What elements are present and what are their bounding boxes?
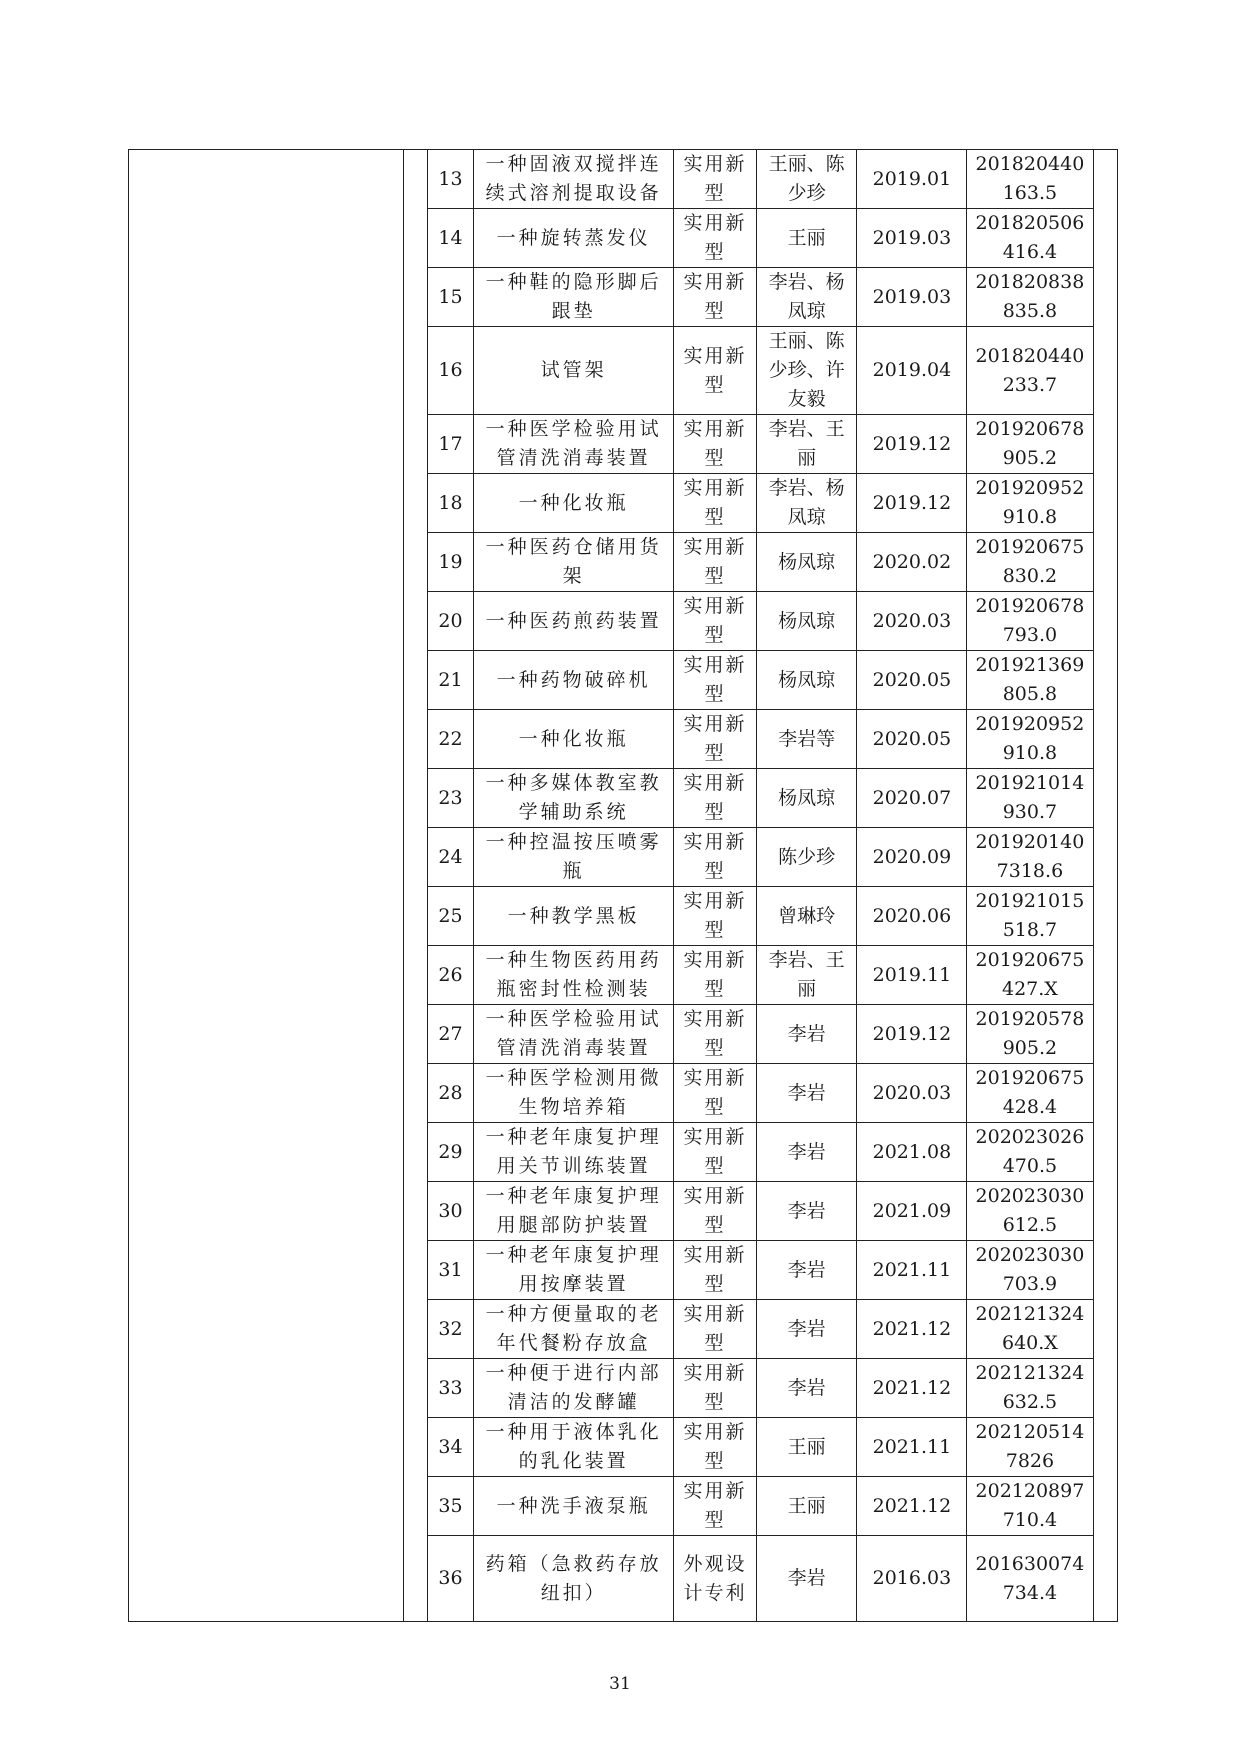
patent-table bbox=[128, 149, 1118, 1622]
serial-number-cell: 17 bbox=[428, 415, 474, 474]
grant-date-cell: 2019.03 bbox=[857, 268, 967, 327]
patent-number-cell: 201920675428.4 bbox=[967, 1064, 1093, 1123]
serial-number-cell: 26 bbox=[428, 946, 474, 1005]
patent-number-cell: 202023030612.5 bbox=[967, 1182, 1093, 1241]
patent-number-cell: 202121324632.5 bbox=[967, 1359, 1093, 1418]
patent-type-cell: 实用新型 bbox=[674, 1005, 756, 1064]
serial-number-cell: 35 bbox=[428, 1477, 474, 1536]
serial-number-cell: 31 bbox=[428, 1241, 474, 1300]
serial-number-cell: 25 bbox=[428, 887, 474, 946]
page-number: 31 bbox=[609, 1674, 631, 1694]
patent-name-cell: 一种教学黑板 bbox=[473, 887, 673, 946]
patent-type-cell: 实用新型 bbox=[674, 533, 756, 592]
serial-number-cell: 23 bbox=[428, 769, 474, 828]
grant-date-cell: 2019.12 bbox=[857, 1005, 967, 1064]
patent-number-cell: 201921015518.7 bbox=[967, 887, 1093, 946]
patent-type-cell: 实用新型 bbox=[674, 651, 756, 710]
patent-number-cell: 201820440233.7 bbox=[967, 327, 1093, 415]
patent-name-cell: 一种洗手液泵瓶 bbox=[473, 1477, 673, 1536]
serial-number-cell: 34 bbox=[428, 1418, 474, 1477]
patent-number-cell: 201920678905.2 bbox=[967, 415, 1093, 474]
patent-name-cell: 一种化妆瓶 bbox=[473, 710, 673, 769]
serial-number-cell: 13 bbox=[428, 150, 474, 209]
grant-date-cell: 2019.01 bbox=[857, 150, 967, 209]
patent-name-cell: 一种鞋的隐形脚后跟垫 bbox=[473, 268, 673, 327]
patent-name-cell: 一种控温按压喷雾瓶 bbox=[473, 828, 673, 887]
grant-date-cell: 2020.09 bbox=[857, 828, 967, 887]
patent-type-cell: 实用新型 bbox=[674, 1241, 756, 1300]
inventors-cell: 王丽 bbox=[756, 1418, 857, 1477]
patent-type-cell: 外观设计专利 bbox=[674, 1536, 756, 1622]
patent-number-cell: 2021205147826 bbox=[967, 1418, 1093, 1477]
patent-name-cell: 一种医药煎药装置 bbox=[473, 592, 673, 651]
grant-date-cell: 2020.06 bbox=[857, 887, 967, 946]
patent-number-cell: 202023026470.5 bbox=[967, 1123, 1093, 1182]
grant-date-cell: 2021.12 bbox=[857, 1477, 967, 1536]
merged-gap-cell bbox=[403, 150, 427, 1622]
patent-name-cell: 药箱（急救药存放纽扣） bbox=[473, 1536, 673, 1622]
patent-type-cell: 实用新型 bbox=[674, 1182, 756, 1241]
patent-type-cell: 实用新型 bbox=[674, 1300, 756, 1359]
patent-type-cell: 实用新型 bbox=[674, 828, 756, 887]
grant-date-cell: 2019.11 bbox=[857, 946, 967, 1005]
patent-number-cell: 201921369805.8 bbox=[967, 651, 1093, 710]
serial-number-cell: 30 bbox=[428, 1182, 474, 1241]
patent-number-cell: 201920678793.0 bbox=[967, 592, 1093, 651]
patent-number-cell: 201920578905.2 bbox=[967, 1005, 1093, 1064]
inventors-cell: 李岩、王丽 bbox=[756, 946, 857, 1005]
patent-name-cell: 一种方便量取的老年代餐粉存放盒 bbox=[473, 1300, 673, 1359]
inventors-cell: 李岩、杨凤琼 bbox=[756, 268, 857, 327]
inventors-cell: 王丽、陈少珍、许友毅 bbox=[756, 327, 857, 415]
grant-date-cell: 2021.09 bbox=[857, 1182, 967, 1241]
grant-date-cell: 2019.04 bbox=[857, 327, 967, 415]
patent-type-cell: 实用新型 bbox=[674, 1418, 756, 1477]
serial-number-cell: 24 bbox=[428, 828, 474, 887]
grant-date-cell: 2020.05 bbox=[857, 710, 967, 769]
inventors-cell: 李岩 bbox=[756, 1241, 857, 1300]
patent-type-cell: 实用新型 bbox=[674, 1123, 756, 1182]
inventors-cell: 王丽 bbox=[756, 209, 857, 268]
merged-right-cell bbox=[1093, 150, 1118, 1622]
inventors-cell: 王丽、陈少珍 bbox=[756, 150, 857, 209]
patent-type-cell: 实用新型 bbox=[674, 710, 756, 769]
patent-number-cell: 202120897710.4 bbox=[967, 1477, 1093, 1536]
patent-name-cell: 一种生物医药用药瓶密封性检测装 bbox=[473, 946, 673, 1005]
patent-type-cell: 实用新型 bbox=[674, 887, 756, 946]
inventors-cell: 杨凤琼 bbox=[756, 769, 857, 828]
inventors-cell: 杨凤琼 bbox=[756, 651, 857, 710]
patent-name-cell: 一种老年康复护理用关节训练装置 bbox=[473, 1123, 673, 1182]
patent-name-cell: 一种医学检测用微生物培养箱 bbox=[473, 1064, 673, 1123]
patent-type-cell: 实用新型 bbox=[674, 474, 756, 533]
table-row bbox=[129, 150, 1118, 209]
patent-number-cell: 201820838835.8 bbox=[967, 268, 1093, 327]
grant-date-cell: 2021.11 bbox=[857, 1241, 967, 1300]
serial-number-cell: 19 bbox=[428, 533, 474, 592]
grant-date-cell: 2016.03 bbox=[857, 1536, 967, 1622]
serial-number-cell: 14 bbox=[428, 209, 474, 268]
grant-date-cell: 2019.12 bbox=[857, 415, 967, 474]
patent-type-cell: 实用新型 bbox=[674, 946, 756, 1005]
grant-date-cell: 2019.12 bbox=[857, 474, 967, 533]
grant-date-cell: 2021.08 bbox=[857, 1123, 967, 1182]
patent-type-cell: 实用新型 bbox=[674, 268, 756, 327]
patent-name-cell: 一种老年康复护理用按摩装置 bbox=[473, 1241, 673, 1300]
serial-number-cell: 27 bbox=[428, 1005, 474, 1064]
patent-type-cell: 实用新型 bbox=[674, 209, 756, 268]
merged-category-cell bbox=[129, 150, 404, 1622]
patent-type-cell: 实用新型 bbox=[674, 327, 756, 415]
inventors-cell: 李岩等 bbox=[756, 710, 857, 769]
patent-name-cell: 一种化妆瓶 bbox=[473, 474, 673, 533]
serial-number-cell: 20 bbox=[428, 592, 474, 651]
serial-number-cell: 16 bbox=[428, 327, 474, 415]
grant-date-cell: 2021.12 bbox=[857, 1359, 967, 1418]
patent-number-cell: 201920952910.8 bbox=[967, 474, 1093, 533]
inventors-cell: 李岩、杨凤琼 bbox=[756, 474, 857, 533]
patent-number-cell: 202023030703.9 bbox=[967, 1241, 1093, 1300]
patent-number-cell: 201920952910.8 bbox=[967, 710, 1093, 769]
patent-name-cell: 一种固液双搅拌连续式溶剂提取设备 bbox=[473, 150, 673, 209]
patent-type-cell: 实用新型 bbox=[674, 415, 756, 474]
serial-number-cell: 22 bbox=[428, 710, 474, 769]
grant-date-cell: 2020.05 bbox=[857, 651, 967, 710]
patent-number-cell: 201820506416.4 bbox=[967, 209, 1093, 268]
inventors-cell: 王丽 bbox=[756, 1477, 857, 1536]
patent-name-cell: 试管架 bbox=[473, 327, 673, 415]
patent-table-body bbox=[129, 150, 1118, 1622]
patent-number-cell: 201820440163.5 bbox=[967, 150, 1093, 209]
patent-type-cell: 实用新型 bbox=[674, 150, 756, 209]
patent-number-cell: 202121324640.X bbox=[967, 1300, 1093, 1359]
inventors-cell: 李岩 bbox=[756, 1005, 857, 1064]
grant-date-cell: 2021.12 bbox=[857, 1300, 967, 1359]
patent-name-cell: 一种医学检验用试管清洗消毒装置 bbox=[473, 1005, 673, 1064]
grant-date-cell: 2020.03 bbox=[857, 1064, 967, 1123]
patent-number-cell: 201920675427.X bbox=[967, 946, 1093, 1005]
patent-number-cell: 201630074734.4 bbox=[967, 1536, 1093, 1622]
inventors-cell: 李岩 bbox=[756, 1300, 857, 1359]
grant-date-cell: 2020.03 bbox=[857, 592, 967, 651]
grant-date-cell: 2019.03 bbox=[857, 209, 967, 268]
patent-name-cell: 一种便于进行内部清洁的发酵罐 bbox=[473, 1359, 673, 1418]
inventors-cell: 李岩 bbox=[756, 1123, 857, 1182]
serial-number-cell: 29 bbox=[428, 1123, 474, 1182]
serial-number-cell: 18 bbox=[428, 474, 474, 533]
patent-type-cell: 实用新型 bbox=[674, 1477, 756, 1536]
inventors-cell: 杨凤琼 bbox=[756, 533, 857, 592]
patent-type-cell: 实用新型 bbox=[674, 769, 756, 828]
serial-number-cell: 32 bbox=[428, 1300, 474, 1359]
inventors-cell: 李岩 bbox=[756, 1359, 857, 1418]
patent-type-cell: 实用新型 bbox=[674, 1064, 756, 1123]
patent-name-cell: 一种医药仓储用货架 bbox=[473, 533, 673, 592]
patent-name-cell: 一种老年康复护理用腿部防护装置 bbox=[473, 1182, 673, 1241]
grant-date-cell: 2020.07 bbox=[857, 769, 967, 828]
patent-name-cell: 一种药物破碎机 bbox=[473, 651, 673, 710]
inventors-cell: 曾琳玲 bbox=[756, 887, 857, 946]
inventors-cell: 李岩、王丽 bbox=[756, 415, 857, 474]
grant-date-cell: 2020.02 bbox=[857, 533, 967, 592]
patent-number-cell: 2019201407318.6 bbox=[967, 828, 1093, 887]
patent-type-cell: 实用新型 bbox=[674, 1359, 756, 1418]
patent-number-cell: 201921014930.7 bbox=[967, 769, 1093, 828]
serial-number-cell: 21 bbox=[428, 651, 474, 710]
inventors-cell: 陈少珍 bbox=[756, 828, 857, 887]
inventors-cell: 李岩 bbox=[756, 1064, 857, 1123]
patent-name-cell: 一种用于液体乳化的乳化装置 bbox=[473, 1418, 673, 1477]
inventors-cell: 李岩 bbox=[756, 1536, 857, 1622]
serial-number-cell: 36 bbox=[428, 1536, 474, 1622]
inventors-cell: 杨凤琼 bbox=[756, 592, 857, 651]
serial-number-cell: 15 bbox=[428, 268, 474, 327]
patent-type-cell: 实用新型 bbox=[674, 592, 756, 651]
patent-name-cell: 一种医学检验用试管清洗消毒装置 bbox=[473, 415, 673, 474]
serial-number-cell: 33 bbox=[428, 1359, 474, 1418]
serial-number-cell: 28 bbox=[428, 1064, 474, 1123]
inventors-cell: 李岩 bbox=[756, 1182, 857, 1241]
patent-number-cell: 201920675830.2 bbox=[967, 533, 1093, 592]
patent-name-cell: 一种多媒体教室教学辅助系统 bbox=[473, 769, 673, 828]
patent-name-cell: 一种旋转蒸发仪 bbox=[473, 209, 673, 268]
grant-date-cell: 2021.11 bbox=[857, 1418, 967, 1477]
